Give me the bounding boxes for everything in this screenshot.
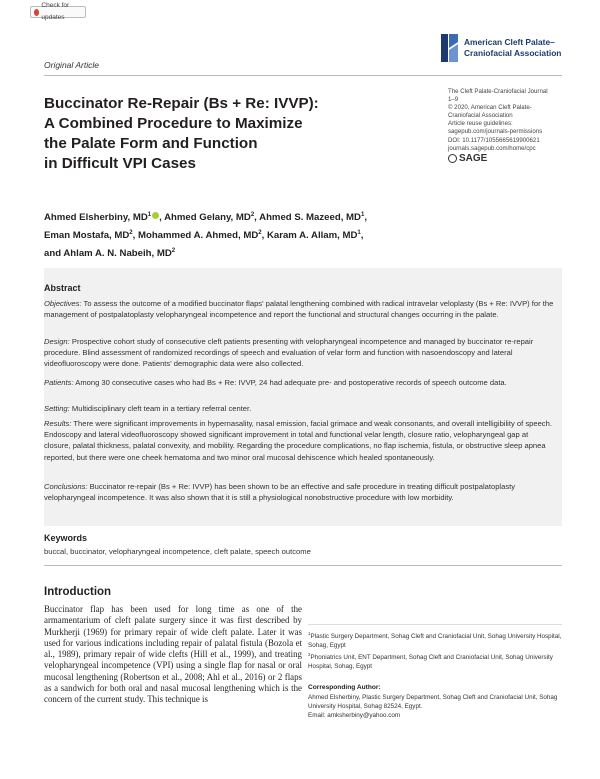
- affiliation-2-text: Phoniatrics Unit, ENT Department, Sohag Cleft and Craniofacial Unit, Sohag University Hospital, Sohag, Egypt: [308, 654, 553, 670]
- abstract-patients: [44, 377, 556, 388]
- author-line-2: Eman Mostafa, $MD^2$, Mohammed A. Ahmed, $MD^2$, Karam A. Allam, $MD^1$,: [44, 229, 364, 241]
- keywords-text: buccal, buccinator, velopharyngeal incompetence, cleft palate, speech outcome: [44, 547, 311, 556]
- author-list: [44, 208, 474, 261]
- affiliation-1: [308, 630, 570, 651]
- section-divider: [44, 565, 562, 566]
- affiliation-1-sup: 1: [308, 631, 311, 636]
- journal-logo: [440, 32, 570, 72]
- abstract-conclusions: [44, 481, 556, 503]
- results-text: There were significant improvements in hypernasality, nasal emission, facial grimace and weak consonants, and overall intelligibility of speech. Endoscopy and lateral videofluoroscopy showed significant improvement in total and functional velar length, closure ratio, velopharyngeal gap at closure, palatal thickness, palatal convexity, and mobility. Regarding the procedure complications, no flap ischemia, fistula, or obstructive sleep apnea reported, but there were one cheek hematoma and two minor oral mucosal dehiscence which healed spontaneously.: [44, 419, 552, 462]
- footnote-divider: [308, 624, 562, 625]
- affiliation-sup: 2: [171, 247, 176, 254]
- abstract-heading: Abstract: [44, 283, 81, 293]
- title-line-3: the Palate Form and Function: [44, 135, 258, 152]
- sage-text: SAGE: [459, 153, 488, 164]
- author-name: Ahmed Elsherbiny, MD: [44, 212, 148, 224]
- conclusions-label: Conclusions:: [44, 482, 88, 491]
- author-name: Eman Mostafa, MD: [44, 229, 130, 241]
- author-name: , Ahmed S. Mazeed, MD: [254, 212, 361, 224]
- copyright-line-1: © 2020, American Cleft Palate-: [448, 104, 532, 112]
- design-text: Prospective cohort study of consecutive cleft patients presenting with velopharyngeal incompetence and managed by buccinator re-repair procedure. Blind assessment of randomized recordings of speech and evaluation of velar form and function with nasoendoscopy and lateral videofluoroscopy were done. Patients' demographic data were also collected.: [44, 337, 534, 369]
- corresponding-author-text: Ahmed Elsherbiny, Plastic Surgery Department, Sohag Cleft and Craniofacial Unit, Sohag University Hospital, Sohag 82524, Egypt.: [308, 694, 558, 710]
- header-divider: [44, 75, 562, 76]
- sage-logo: [448, 153, 487, 164]
- logo-line-1: American Cleft Palate–: [464, 37, 555, 47]
- page-range: 1–9: [448, 96, 459, 104]
- title-line-4: in Difficult VPI Cases: [44, 155, 196, 172]
- patients-text: Among 30 consecutive cases who had Bs + Re: IVVP, 24 had adequate pre- and postoperative records of speech outcome data.: [75, 378, 507, 387]
- journal-info: [448, 88, 568, 153]
- affiliation-sup: 1: [360, 212, 365, 218]
- corresponding-email[interactable]: Email: amksherbiny@yahoo.com: [308, 712, 401, 719]
- affiliation-1-text: Plastic Surgery Department, Sohag Cleft and Craniofacial Unit, Sohag University Hospital, Sohag, Egypt: [308, 633, 562, 649]
- author-line-3: [44, 244, 474, 262]
- author-name: and Ahlam A. N. Nabeih, MD: [44, 247, 172, 259]
- author-name: , Ahmed Gelany, MD: [159, 212, 251, 224]
- objectives-label: Objectives:: [44, 299, 82, 308]
- abstract-design: [44, 336, 556, 370]
- setting-text: Multidisciplinary cleft team in a tertiary referral center.: [71, 404, 252, 413]
- author-name: , Karam A. Allam, MD: [261, 229, 358, 241]
- check-updates-label: Check for updates: [41, 2, 70, 21]
- abstract-results: [44, 418, 556, 463]
- abstract-box: [44, 268, 562, 526]
- affiliation-sup: 2: [129, 229, 133, 236]
- title-line-2: A Combined Procedure to Maximize: [44, 115, 303, 132]
- doi[interactable]: DOI: 10.1177/1055665619900621: [448, 136, 540, 144]
- affiliation-2: [308, 651, 570, 672]
- keywords-heading: Keywords: [44, 533, 88, 543]
- design-label: Design:: [44, 337, 70, 346]
- sage-logo-icon: [448, 154, 457, 163]
- abstract-setting: [44, 403, 556, 414]
- title-line-1: Buccinator Re-Repair (Bs + Re: IVVP):: [44, 95, 319, 112]
- permissions-link[interactable]: sagepub.com/journals-permissions: [448, 128, 543, 136]
- patients-label: Patients:: [44, 378, 74, 387]
- corresponding-author-heading: Corresponding Author:: [308, 684, 381, 691]
- logo-line-2: Craniofacial Association: [464, 47, 562, 58]
- author-line-1: Ahmed Elsherbiny, $MD^1$ , Ahmed Gelany, $MD^2$, Ahmed S. Mazeed, $MD^1$,: [44, 212, 367, 224]
- reuse-guidelines: Article reuse guidelines:: [448, 120, 513, 128]
- introduction-heading: Introduction: [44, 586, 112, 598]
- article-type: Original Article: [44, 60, 99, 70]
- conclusions-text: Buccinator re-repair (Bs + Re: IVVP) has been shown to be an effective and safe procedure in treating difficult postpalatoplasty velopharyngeal incompetence. It was also shown that it is still a physiological nonobstructive procedure with low morbidity.: [44, 482, 516, 503]
- objectives-text: To assess the outcome of a modified buccinator flaps' palatal lengthening combined with radical intravelar veloplasty (Bs + Re: IVVP) for the management of postpalatoplasty velopharyngeal incompetence and report the functional and structural changes occurring in the palate.: [44, 299, 554, 320]
- article-title: [44, 94, 374, 174]
- acpa-logo-icon: [440, 32, 460, 66]
- setting-label: Setting:: [44, 404, 70, 413]
- check-for-updates-badge[interactable]: [30, 2, 86, 21]
- abstract-objectives: [44, 298, 556, 320]
- affiliation-sup: 2: [258, 229, 262, 236]
- copyright-line-2: Craniofacial Association: [448, 112, 513, 120]
- author-name: , Mohammed A. Ahmed, MD: [132, 229, 259, 241]
- affiliation-sup: 1: [147, 212, 152, 218]
- journal-name: The Cleft Palate-Craniofacial Journal: [448, 88, 548, 95]
- affiliation-sup: 1: [357, 229, 361, 236]
- affiliation-2-sup: 2: [308, 652, 311, 657]
- corresponding-author: [308, 694, 570, 712]
- logo-text: [464, 37, 561, 58]
- results-label: Results:: [44, 419, 72, 428]
- journal-home-link[interactable]: journals.sagepub.com/home/cpc: [448, 144, 536, 152]
- introduction-text: Buccinator flap has been used for long time as one of the armamentarium of cleft palate surgery since it was first described by Murkherji (1969) for primary repair of wide cleft palate. Later it was used for various indications including repair of palatal fistula (Bozola et al., 1989), primary repair of wide clefts (Hill et al., 1999), and treating velopharyngeal incompetence (VPI) using a single flap for nasal or oral mucosal lengthening (Robertson et al., 2008; Ahl et al., 2016) or 2 flaps as a sandwich for both oral and nasal mucosal lengthening which is the concern of the current study. This technique is: [44, 604, 302, 705]
- check-updates-icon: [34, 9, 39, 16]
- affiliation-sup: 2: [250, 212, 255, 218]
